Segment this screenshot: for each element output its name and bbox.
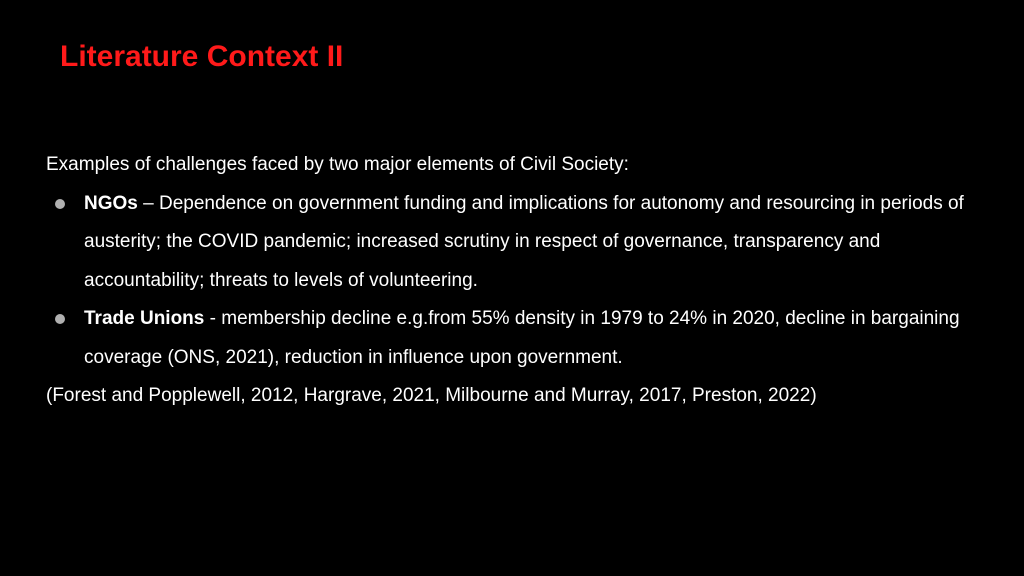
bullet-dot-icon xyxy=(55,314,65,324)
bullet-item-ngos xyxy=(46,185,996,301)
bullet-item-trade-unions xyxy=(46,300,996,377)
bullet-dot-icon xyxy=(55,199,65,209)
bullet-text: - membership decline e.g.from 55% density in 1979 to 24% in 2020, decline in bargaining coverage (ONS, 2021), reduction in influence upon government. xyxy=(84,308,960,368)
citation-text: (Forest and Popplewell, 2012, Hargrave, 2021, Milbourne and Murray, 2017, Preston, 2022) xyxy=(46,385,817,406)
slide-body xyxy=(46,146,996,416)
bullet-term: NGOs xyxy=(84,192,138,214)
intro-text: Examples of challenges faced by two major elements of Civil Society: xyxy=(46,154,629,175)
bullet-list xyxy=(46,185,996,378)
slide-title: Literature Context II xyxy=(60,40,344,73)
bullet-text: – Dependence on government funding and implications for autonomy and resourcing in periods of austerity; the COVID pandemic; increased scrutiny in respect of governance, transparency and accountability; threats to levels of volunteering. xyxy=(84,192,964,291)
bullet-term: Trade Unions xyxy=(84,308,205,329)
